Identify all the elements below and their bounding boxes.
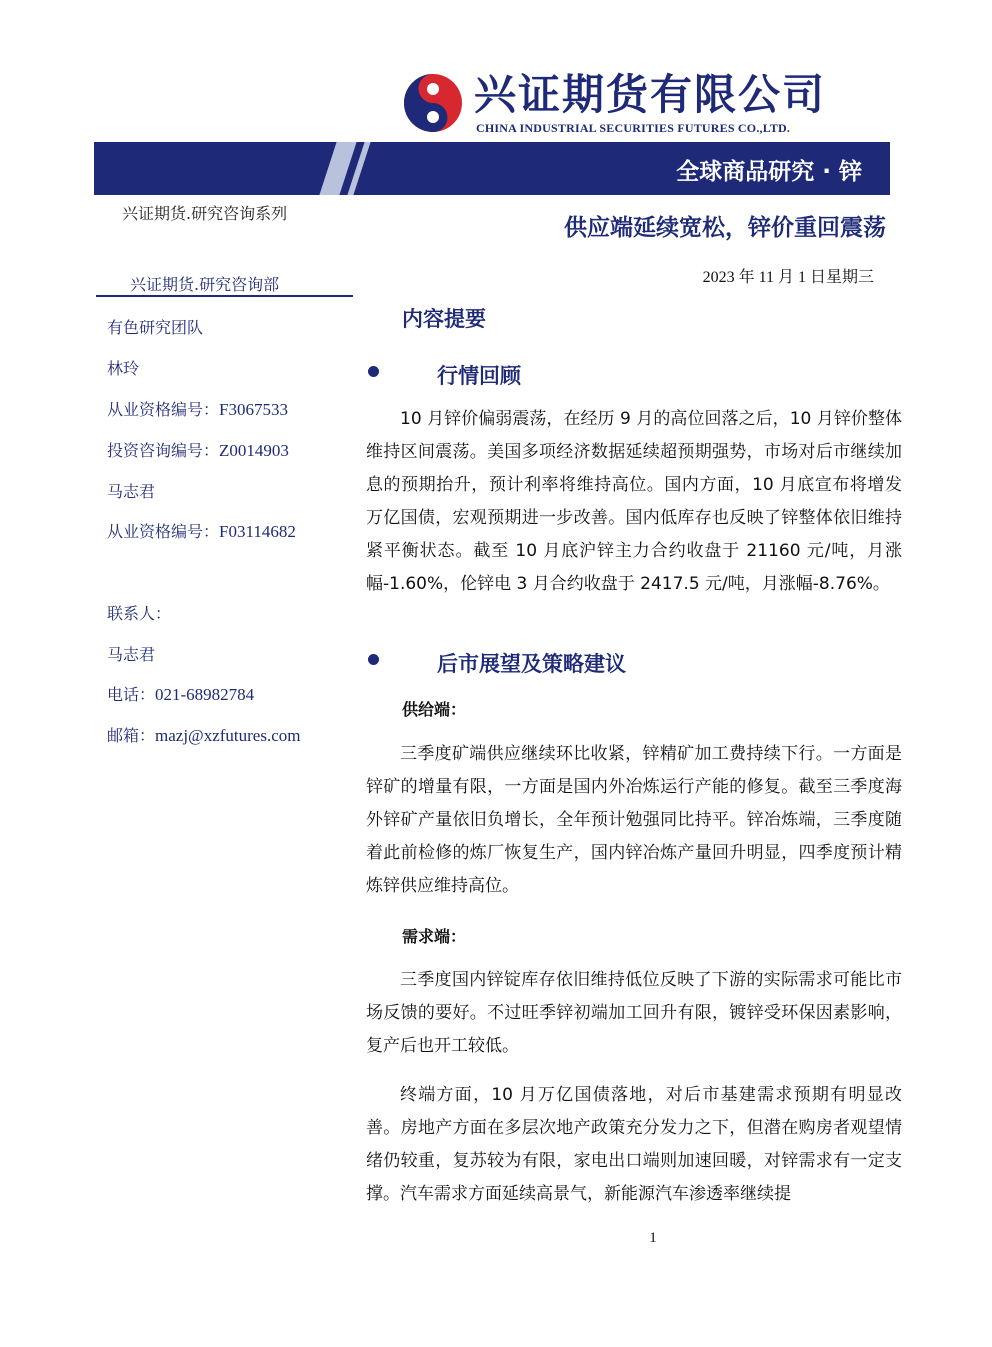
qualification-label: 从业资格编号：	[107, 400, 220, 419]
team-name: 有色研究团队	[107, 318, 204, 337]
report-date: 2023 年 11 月 1 日星期三	[702, 269, 874, 286]
phone-label: 电话：	[107, 685, 156, 704]
analyst-qualification	[107, 397, 288, 420]
company-logo-icon	[402, 72, 464, 134]
qualification-label: 从业资格编号：	[107, 522, 220, 541]
supply-paragraph: 三季度矿端供应继续环比收紧，锌精矿加工费持续下行。一方面是锌矿的增量有限，一方面是国内外冶炼运行产能的修复。截至三季度海外锌矿产量依旧负增长，全年预计勉强同比持平。锌冶炼端，三季度随着此前检修的炼厂恢复生产，国内锌冶炼产量回升明显，四季度预计精炼锌供应维持高位。	[366, 744, 902, 896]
analyst-name: 马志君	[107, 482, 156, 501]
terminal-demand-paragraph: 终端方面，10 月万亿国债落地，对后市基建需求预期有明显改善。房地产方面在多层次地产政策充分发力之下，但潜在购房者观望情绪仍较重，复苏较为有限，家电出口端则加速回暖，对锌需求有一定支撑。汽车需求方面延续高景气，新能源汽车渗透率继续提	[366, 1085, 902, 1204]
qualification-number: F03114682	[219, 522, 296, 541]
bullet-dot-icon	[368, 654, 379, 665]
summary-heading: 内容提要	[402, 307, 486, 331]
analyst-invest-license	[107, 438, 289, 461]
department-label: 兴证期货.研究咨询部	[130, 275, 280, 294]
email-label: 邮箱：	[107, 726, 156, 745]
section-heading-market-review: 行情回顾	[437, 364, 521, 388]
supply-heading: 供给端：	[402, 700, 467, 719]
section-heading-outlook: 后市展望及策略建议	[437, 652, 626, 676]
contact-label: 联系人：	[107, 604, 172, 623]
phone-number: 021-68982784	[155, 685, 255, 704]
bullet-dot-icon	[368, 366, 379, 377]
department-divider	[96, 295, 353, 297]
contact-phone	[107, 682, 254, 705]
analyst-qualification	[107, 519, 296, 542]
page-number: 1	[649, 1230, 657, 1246]
demand-heading: 需求端：	[402, 927, 467, 946]
series-label: 兴证期货.研究咨询系列	[122, 204, 288, 223]
company-name-cn: 兴证期货有限公司	[474, 70, 827, 119]
company-name-en: CHINA INDUSTRIAL SECURITIES FUTURES CO.,LTD.	[476, 121, 791, 135]
demand-paragraph: 三季度国内锌锭库存依旧维持低位反映了下游的实际需求可能比市场反馈的要好。不过旺季锌初端加工回升有限，镀锌受环保因素影响，复产后也开工较低。	[366, 970, 902, 1056]
report-title: 供应端延续宽松，锌价重回震荡	[564, 215, 886, 241]
header-banner	[94, 142, 890, 195]
analyst-name: 林玲	[107, 359, 140, 378]
invest-license-number: Z0014903	[219, 441, 289, 460]
qualification-number: F3067533	[219, 400, 288, 419]
email-link[interactable]: mazj@xzfutures.com	[155, 726, 301, 745]
market-review-paragraph: 10 月锌价偏弱震荡，在经历 9 月的高位回落之后，10 月锌价整体维持区间震荡。美国多项经济数据延续超预期强势，市场对后市继续加息的预期抬升，预计利率将维持高位。国内方面，10 月底宣布将增发万亿国债，宏观预期进一步改善。国内低库存也反映了锌整体依旧维持紧平衡状态。截至 10 月底沪锌主力合约收盘于 21160 元/吨，月涨幅-1.60%，伦锌电 3 月合约收盘于 2417.5 元/吨，月涨幅-8.76%。	[366, 409, 902, 594]
contact-name: 马志君	[107, 645, 156, 664]
contact-email	[107, 723, 300, 746]
banner-title: 全球商品研究 · 锌	[676, 159, 862, 185]
invest-license-label: 投资咨询编号：	[107, 441, 220, 460]
